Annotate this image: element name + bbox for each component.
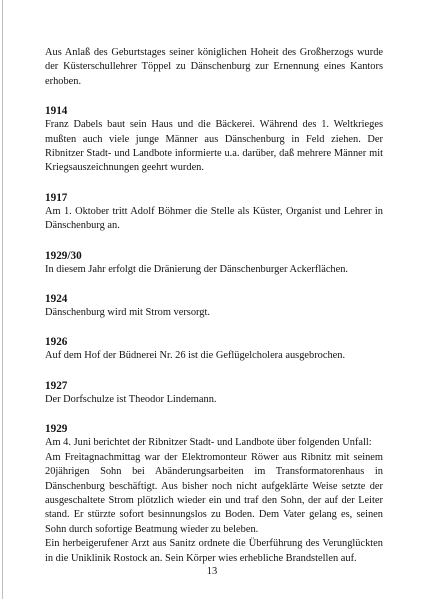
entry-1914 [45, 104, 383, 176]
entry-text-accident-report: Am Freitagnachmittag war der Elektromonteur Röwer aus Ribnitz mit seinem 20jährigen Sohn bei Abänderungsarbeiten im Transformatorenhaus in Dänschenburg beschäftigt. Aus bisher noch nicht aufgeklärte Weise setzte der ausgeschaltete Strom plötzlich wieder ein und traf den Sohn, der auf der Leiter stand. Er stürzte sofort besinnungslos zu Boden. Dem Vater gelang es, seinen Sohn durch sofortige Beatmung wieder zu beleben. [45, 451, 383, 535]
entry-text: Dänschenburg wird mit Strom versorgt. [45, 307, 210, 319]
entry-1917 [45, 191, 383, 234]
entry-year: 1929/30 [45, 249, 82, 262]
entry-text: Franz Dabels baut sein Haus und die Bäckerei. Während des 1. Weltkrieges mußten auch viele junge Männer aus Dänschenburg in Feld ziehen. Der Ribnitzer Stadt- und Landbote informierte u.a. darüber, daß mehrere Männer mit Kriegsauszeichnungen geehrt wurden. [45, 119, 383, 174]
entry-text-doctor: Ein herbeigerufener Arzt aus Sanitz ordnete die Überführung des Verunglückten in die Uniklinik Rostock an. Sein Körper wies erhebliche Brandstellen auf. [45, 538, 383, 564]
entry-1929 [45, 422, 383, 566]
entry-year: 1914 [45, 105, 68, 118]
page-content [45, 46, 383, 566]
entry-year: 1924 [45, 293, 68, 306]
entry-text: Der Dorfschulze ist Theodor Lindemann. [45, 393, 217, 405]
entry-year: 1926 [45, 336, 68, 349]
entry-year: 1927 [45, 379, 68, 392]
entry-1926 [45, 335, 383, 363]
entry-text: Am 1. Oktober tritt Adolf Böhmer die Stelle als Küster, Organist und Lehrer in Dänschenburg an. [45, 205, 383, 232]
entry-1929-30 [45, 249, 383, 277]
entry-text: Am 4. Juni berichtet der Ribnitzer Stadt- und Landbote über folgenden Unfall: [45, 437, 372, 449]
entry-year: 1929 [45, 423, 68, 436]
page-number: 13 [206, 566, 218, 577]
entry-1927 [45, 379, 383, 407]
scan-edge-line [2, 0, 3, 599]
entry-text: In diesem Jahr erfolgt die Dränierung der Dänschenburger Ackerflächen. [45, 263, 349, 275]
entry-text: Auf dem Hof der Büdnerei Nr. 26 ist die Geflügelcholera ausgebrochen. [45, 350, 346, 362]
entry-year: 1917 [45, 191, 68, 204]
entry-1924 [45, 292, 383, 320]
intro-paragraph: Aus Anlaß des Geburtstages seiner königlichen Hoheit des Großherzogs wurde der Küsterschullehrer Töppel zu Dänschenburg zur Ernennung eines Kantors erhoben. [45, 47, 383, 87]
